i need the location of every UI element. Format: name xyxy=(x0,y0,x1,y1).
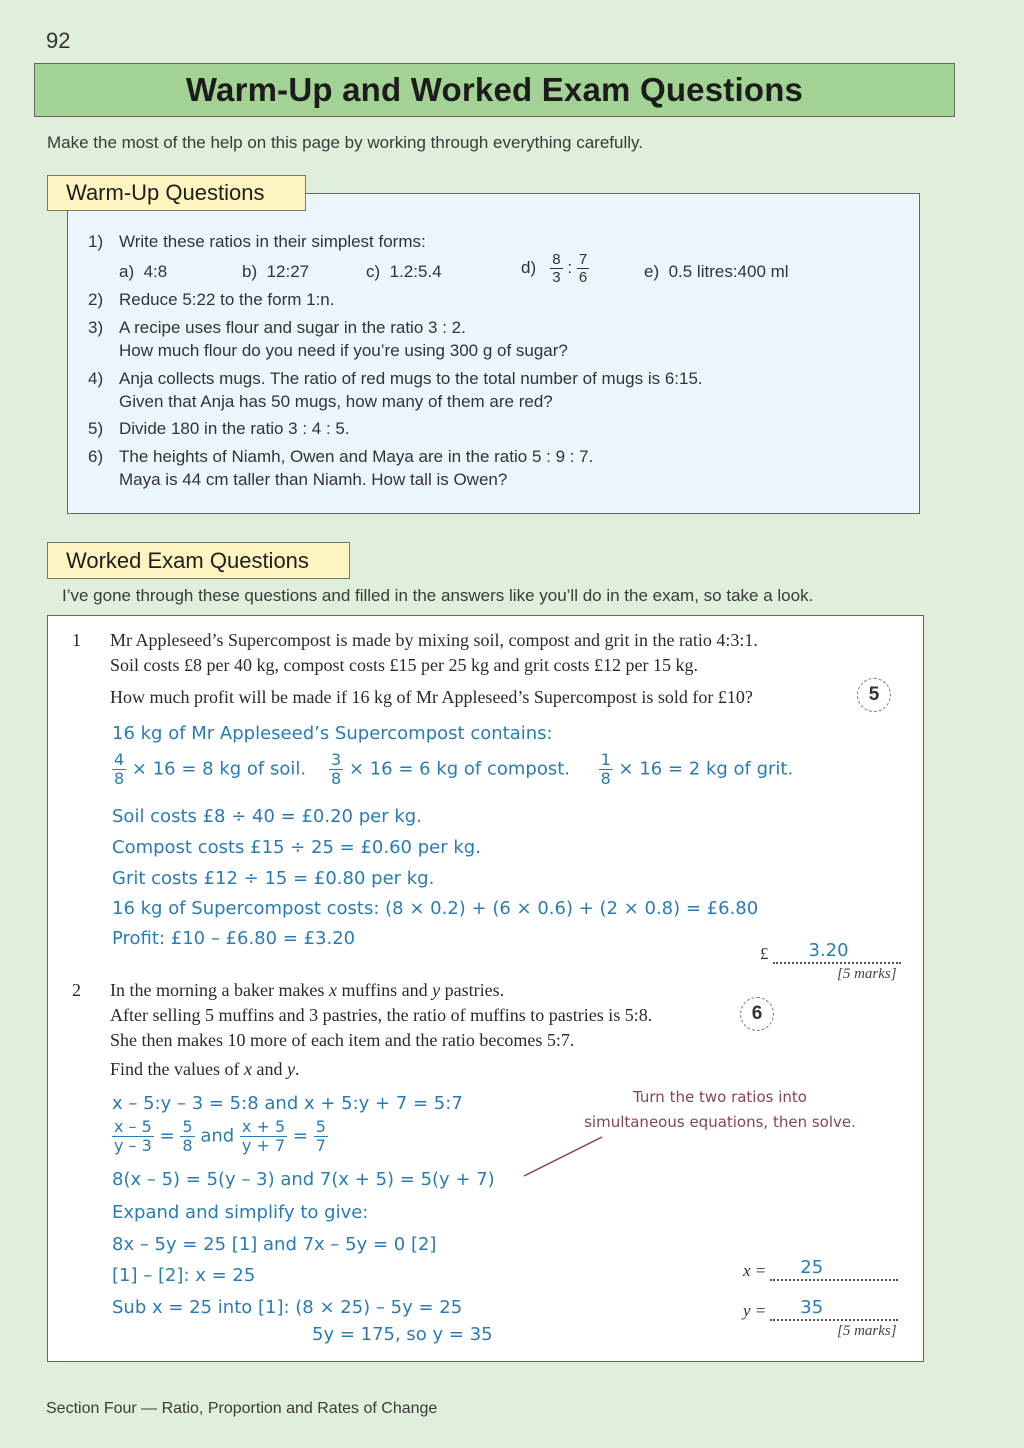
text: In the morning a baker makes xyxy=(110,980,329,1000)
fraction xyxy=(180,1119,194,1154)
q1-working-intro: 16 kg of Mr Appleseed’s Supercompost contains: xyxy=(112,723,553,744)
part-label: b) xyxy=(242,262,258,281)
q2-working-fractions xyxy=(112,1119,328,1154)
and-text: and xyxy=(200,1125,235,1147)
denominator: 6 xyxy=(578,269,588,286)
q2-working-line: x – 5:y – 3 = 5:8 and x + 5:y + 7 = 5:7 xyxy=(112,1093,463,1114)
numerator: 5 xyxy=(315,1117,326,1136)
part-label: d) xyxy=(521,257,537,277)
q1-line1: Mr Appleseed’s Supercompost is made by mixing soil, compost and grit in the ratio 4:3:1. xyxy=(110,630,758,650)
worked-intro: I’ve gone through these questions and filled in the answers like you’ll do in the exam, so take a look. xyxy=(62,586,814,605)
q1-working-line: Grit costs £12 ÷ 15 = £0.80 per kg. xyxy=(112,868,435,889)
section-footer: Section Four — Ratio, Proportion and Rates of Change xyxy=(46,1400,438,1417)
equals: = xyxy=(292,1125,308,1147)
question-number: 1) xyxy=(88,232,104,251)
question-text: Reduce 5:22 to the form 1:n. xyxy=(119,290,335,309)
fraction xyxy=(577,252,589,285)
question-number: 3) xyxy=(88,318,104,337)
fraction xyxy=(314,1119,328,1154)
var-y: y xyxy=(286,1059,295,1079)
question-text: Divide 180 in the ratio 3 : 4 : 5. xyxy=(119,419,350,438)
warmup-heading: Warm-Up Questions xyxy=(47,175,306,211)
q1-line3: How much profit will be made if 16 kg of Mr Appleseed’s Supercompost is sold for £10? xyxy=(110,687,753,707)
part-d xyxy=(521,252,589,285)
q2-working-line: Sub x = 25 into [1]: (8 × 25) – 5y = 25 xyxy=(112,1297,463,1318)
q1-number: 1 xyxy=(72,630,81,650)
question-text: Write these ratios in their simplest forms: xyxy=(119,232,426,251)
answer-field xyxy=(773,942,901,964)
var-x: x xyxy=(243,1059,252,1079)
question-number: 4) xyxy=(88,369,104,388)
var-y: y xyxy=(432,980,441,1000)
part-label: c) xyxy=(366,262,381,281)
numerator: x + 5 xyxy=(241,1117,286,1136)
denominator: 7 xyxy=(315,1136,326,1155)
question-text-line2: Maya is 44 cm taller than Niamh. How tall is Owen? xyxy=(119,470,508,489)
page-intro: Make the most of the help on this page by working through everything carefully. xyxy=(47,133,643,152)
numerator: 7 xyxy=(578,251,588,268)
numerator: 3 xyxy=(330,750,342,769)
note-line: Turn the two ratios into xyxy=(633,1088,807,1106)
fraction xyxy=(329,752,343,787)
question-text: A recipe uses flour and sugar in the ratio 3 : 2. xyxy=(119,318,466,337)
q1-marks: [5 marks] xyxy=(837,966,897,982)
q1-working-line: 16 kg of Supercompost costs: (8 × 0.2) + (6 × 0.6) + (2 × 0.8) = £6.80 xyxy=(112,898,759,919)
answer-value: 3.20 xyxy=(808,940,849,961)
fraction xyxy=(112,752,126,787)
ratio-separator: : xyxy=(567,257,573,277)
question-text: The heights of Niamh, Owen and Maya are in the ratio 5 : 9 : 7. xyxy=(119,447,594,466)
part-e-value: 0.5 litres:400 ml xyxy=(668,262,789,281)
numerator: x – 5 xyxy=(114,1117,152,1136)
q2-marks: [5 marks] xyxy=(837,1323,897,1339)
part-b-value: 12:27 xyxy=(266,262,310,281)
numerator: 1 xyxy=(600,750,611,769)
question-number: 2) xyxy=(88,290,104,309)
q2-line2: After selling 5 muffins and 3 pastries, the ratio of muffins to pastries is 5:8. xyxy=(110,1005,653,1025)
answer-field xyxy=(770,1299,898,1321)
numerator: 5 xyxy=(182,1117,193,1136)
q2-answer-y xyxy=(743,1299,898,1321)
text: and xyxy=(251,1059,287,1079)
grade-badge-icon: 5 xyxy=(857,678,891,712)
q1-working-fractions xyxy=(112,752,793,787)
grade-badge-icon: 6 xyxy=(740,997,774,1031)
fraction xyxy=(240,1119,287,1154)
warmup-question-1-parts xyxy=(88,251,888,290)
equals: = xyxy=(159,1125,175,1147)
q1-line2: Soil costs £8 per 40 kg, compost costs £15 per 25 kg and grit costs £12 per 15 kg. xyxy=(110,655,698,675)
text: pastries. xyxy=(440,980,505,1000)
q2-working-line: Expand and simplify to give: xyxy=(112,1202,369,1223)
q2-number: 2 xyxy=(72,980,81,1000)
q2-working-line: 8x – 5y = 25 [1] and 7x – 5y = 0 [2] xyxy=(112,1234,437,1255)
working-text: × 16 = 6 kg of compost. xyxy=(348,758,570,780)
text: muffins and xyxy=(336,980,433,1000)
note-line: simultaneous equations, then solve. xyxy=(584,1113,856,1131)
q2-working-line: 5y = 175, so y = 35 xyxy=(312,1324,493,1345)
fraction xyxy=(599,752,613,787)
q1-working-line: Profit: £10 – £6.80 = £3.20 xyxy=(112,928,356,949)
part-c-value: 1.2:5.4 xyxy=(389,262,442,281)
worked-heading: Worked Exam Questions xyxy=(47,542,350,579)
part-label: e) xyxy=(644,262,660,281)
text: Find the values of xyxy=(110,1059,244,1079)
q2-working-line: [1] – [2]: x = 25 xyxy=(112,1265,256,1286)
q1-working-line: Compost costs £15 ÷ 25 = £0.60 per kg. xyxy=(112,837,481,858)
q2-line1 xyxy=(110,980,504,1001)
denominator: 8 xyxy=(330,769,342,788)
answer-field xyxy=(770,1259,898,1281)
q2-line4 xyxy=(110,1059,299,1080)
q2-line3: She then makes 10 more of each item and the ratio becomes 5:7. xyxy=(110,1030,575,1050)
var-x: x xyxy=(328,980,337,1000)
fraction xyxy=(112,1119,154,1154)
question-number: 6) xyxy=(88,447,104,466)
question-text: Anja collects mugs. The ratio of red mugs to the total number of mugs is 6:15. xyxy=(119,369,703,388)
q1-working-line: Soil costs £8 ÷ 40 = £0.20 per kg. xyxy=(112,806,422,827)
q2-answer-x xyxy=(743,1259,898,1281)
fraction xyxy=(550,252,562,285)
denominator: y + 7 xyxy=(241,1136,286,1155)
question-text-line2: Given that Anja has 50 mugs, how many of them are red? xyxy=(119,392,553,411)
q1-answer-line xyxy=(760,942,901,964)
text: . xyxy=(294,1059,300,1079)
denominator: y – 3 xyxy=(114,1136,152,1155)
working-text: × 16 = 2 kg of grit. xyxy=(618,758,794,780)
denominator: 3 xyxy=(552,269,561,286)
numerator: 8 xyxy=(552,251,561,268)
q2-working-line: 8(x – 5) = 5(y – 3) and 7(x + 5) = 5(y + 7) xyxy=(112,1169,495,1190)
page-title: Warm-Up and Worked Exam Questions xyxy=(185,71,804,108)
answer-value: 35 xyxy=(800,1297,824,1318)
working-text: × 16 = 8 kg of soil. xyxy=(131,758,307,780)
page-number: 92 xyxy=(46,28,71,53)
answer-label: x = xyxy=(743,1261,767,1280)
annotation-pointer-line xyxy=(520,1135,605,1180)
question-number: 5) xyxy=(88,419,104,438)
denominator: 8 xyxy=(600,769,611,788)
numerator: 4 xyxy=(114,750,125,769)
question-text-line2: How much flour do you need if you’re using 300 g of sugar? xyxy=(119,341,568,360)
denominator: 8 xyxy=(114,769,125,788)
part-a-value: 4:8 xyxy=(143,262,168,281)
part-label: a) xyxy=(119,262,135,281)
title-bar xyxy=(34,63,955,117)
denominator: 8 xyxy=(182,1136,193,1155)
answer-value: 25 xyxy=(800,1257,824,1278)
answer-label: £ xyxy=(760,944,769,963)
answer-label: y = xyxy=(743,1301,767,1320)
annotation-note xyxy=(575,1085,865,1135)
